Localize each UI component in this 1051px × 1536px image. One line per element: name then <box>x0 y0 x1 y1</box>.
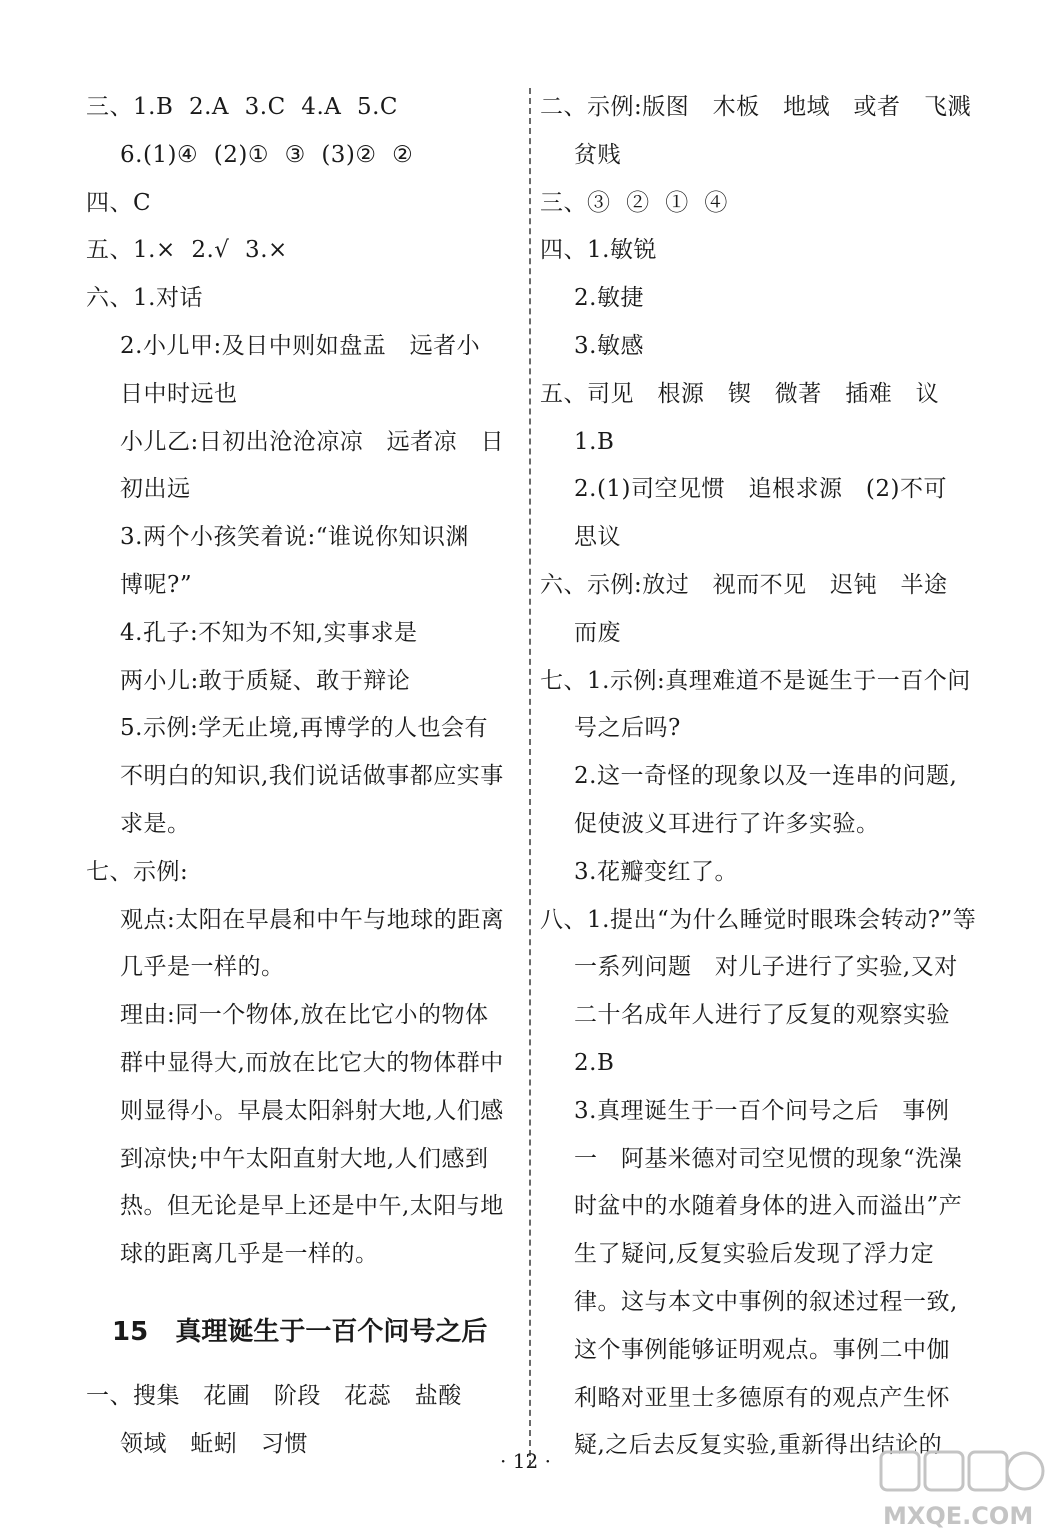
answer-line: 五、1.× 2.√ 3.× <box>86 237 288 264</box>
answer-line: 而废 <box>574 619 621 646</box>
answer-line: 三、1.B 2.A 3.C 4.A 5.C <box>86 94 399 120</box>
answer-line: 1.B <box>574 428 615 455</box>
answer-line: 到凉快;中午太阳直射大地,人们感到 <box>120 1145 489 1172</box>
answer-line: 七、1.示例:真理难道不是诞生于一百个问 <box>540 667 971 694</box>
answer-line: 一、搜集 花圃 阶段 花蕊 盐酸 <box>86 1382 462 1409</box>
answer-line: 4.孔子:不知为不知,实事求是 <box>120 619 418 646</box>
answer-line: 2.(1)司空见惯 追根求源 (2)不可 <box>574 476 947 503</box>
answer-line: 三、③ ② ① ④ <box>540 189 728 216</box>
left-answer-lines <box>86 84 526 1279</box>
answer-line: 球的距离几乎是一样的。 <box>120 1241 379 1268</box>
answer-line: 小儿乙:日初出沧沧凉凉 远者凉 日 <box>120 428 505 455</box>
answer-line: 日中时远也 <box>120 380 238 407</box>
answer-line: 2.小儿甲:及日中则如盘盂 远者小 <box>120 332 481 359</box>
right-answer-lines <box>540 84 980 1470</box>
answer-line: 理由:同一个物体,放在比它小的物体 <box>120 1002 489 1029</box>
answer-line: 3.两个小孩笑着说:“谁说你知识渊 <box>120 524 469 551</box>
answer-line: 八、1.提出“为什么睡觉时眼珠会转动?”等 <box>540 906 977 933</box>
answer-line: 时盆中的水随着身体的进入而溢出”产 <box>574 1193 963 1220</box>
answer-line: 2.敏捷 <box>574 285 644 312</box>
answer-line: 七、示例: <box>86 858 189 885</box>
answer-line: 二十名成年人进行了反复的观察实验 <box>574 1002 950 1029</box>
answer-line: 3.花瓣变红了。 <box>574 858 738 885</box>
answer-line: 二、示例:版图 木板 地域 或者 飞溅 <box>540 94 971 120</box>
left-column <box>86 84 526 1469</box>
answer-line: 四、C <box>86 189 152 216</box>
answer-line: 观点:太阳在早晨和中午与地球的距离 <box>120 906 505 933</box>
answer-line: 热。但无论是早上还是中午,太阳与地 <box>120 1193 504 1220</box>
column-divider <box>529 88 531 1466</box>
answer-line: 六、示例:放过 视而不见 迟钝 半途 <box>540 571 948 598</box>
answer-line: 6.(1)④ (2)① ③ (3)② ② <box>120 141 414 168</box>
answer-line: 群中显得大,而放在比它大的物体群中 <box>120 1049 504 1076</box>
section-heading: 15 真理诞生于一百个问号之后 <box>112 1316 488 1347</box>
answer-line: 几乎是一样的。 <box>120 954 285 981</box>
answer-line: 则显得小。早晨太阳斜射大地,人们感 <box>120 1097 504 1124</box>
answer-line: 这个事例能够证明观点。事例二中伽 <box>574 1336 950 1363</box>
answer-line: 贫贱 <box>574 141 621 168</box>
answer-line: 律。这与本文中事例的叙述过程一致, <box>574 1288 958 1315</box>
answer-line: 五、司见 根源 锲 微著 插难 议 <box>540 380 940 407</box>
answer-line: 号之后吗? <box>574 715 681 742</box>
right-column <box>540 84 980 1470</box>
answer-line: 疑,之后去反复实验,重新得出结论的 <box>574 1432 943 1459</box>
watermark-logo <box>873 1444 1051 1536</box>
answer-line: 一系列问题 对儿子进行了实验,又对 <box>574 954 958 981</box>
answer-line: 求是。 <box>120 810 191 837</box>
answer-line: 博呢?” <box>120 571 193 598</box>
answer-line: 生了疑问,反复实验后发现了浮力定 <box>574 1241 935 1268</box>
answer-line: 3.真理诞生于一百个问号之后 事例 <box>574 1097 950 1124</box>
answer-line: 思议 <box>574 524 621 551</box>
answer-line: 两小儿:敢于质疑、敢于辩论 <box>120 667 411 694</box>
answer-line: 六、1.对话 <box>86 285 203 312</box>
answer-line: 不明白的知识,我们说话做事都应实事 <box>120 763 504 790</box>
watermark-text: MXQE.COM <box>883 1502 1034 1530</box>
page-number: · 12 · <box>500 1449 551 1473</box>
answer-line: 3.敏感 <box>574 332 644 359</box>
answer-line: 利略对亚里士多德原有的观点产生怀 <box>574 1384 950 1411</box>
answer-line: 促使波义耳进行了许多实验。 <box>574 810 880 837</box>
answer-line: 一 阿基米德对司空见惯的现象“洗澡 <box>574 1145 963 1172</box>
answer-line: 2.B <box>574 1049 615 1076</box>
answer-line: 2.这一奇怪的现象以及一连串的问题, <box>574 763 958 790</box>
answer-line: 领域 蚯蚓 习惯 <box>120 1430 308 1457</box>
answer-line: 四、1.敏锐 <box>540 237 657 264</box>
answer-line: 初出远 <box>120 476 191 503</box>
answer-line: 5.示例:学无止境,再博学的人也会有 <box>120 715 489 742</box>
